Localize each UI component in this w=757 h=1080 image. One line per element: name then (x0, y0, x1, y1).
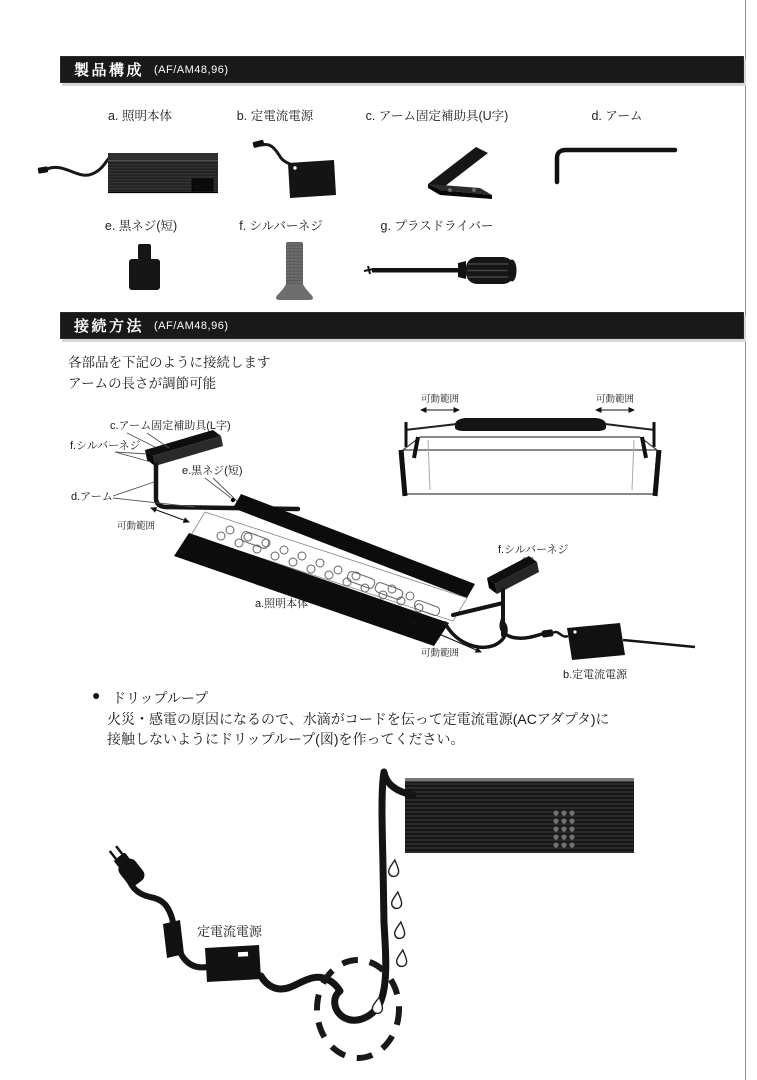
light-fixture-illustration (405, 778, 634, 853)
drip-note-line-2: 接触しないようにドリップループ(図)を作ってください。 (107, 731, 465, 747)
section-title: 接続方法 (74, 318, 145, 335)
section-header-connection (60, 312, 744, 339)
connection-diagram (55, 390, 715, 690)
label-light-body: a.照明本体 (255, 598, 309, 610)
black-screw-illustration (117, 240, 172, 295)
label-movable-tank-left: 可動範囲 (420, 394, 460, 405)
label-black-screw: e.黒ネジ(短) (182, 465, 243, 477)
page-edge-line (745, 0, 746, 1080)
label-silver-screw-right: f.シルバーネジ (498, 544, 569, 556)
intro-line-1: 各部品を下記のように接続します (68, 355, 271, 370)
light-unit-illustration (36, 146, 221, 201)
power-supply-illustration-bottom (128, 876, 263, 982)
drip-loop-diagram (80, 755, 680, 1070)
tank-overview (401, 393, 659, 496)
section-model: (AF/AM48,96) (154, 63, 229, 76)
intro-line-2: アームの長さが調節可能 (68, 376, 217, 391)
component-label-a: a. 照明本体 (108, 109, 172, 123)
drip-note-line-1: 火災・感電の原因になるので、水滴がコードを伝って定電流電源(ACアダプタ)に (107, 711, 610, 727)
section-model: (AF/AM48,96) (154, 319, 229, 332)
right-bracket-assembly (445, 543, 695, 681)
section-title: 製品構成 (74, 62, 145, 79)
plug-icon (105, 842, 147, 888)
drip-loop-title: ドリップループ (112, 690, 209, 706)
label-arm: d.アーム (71, 491, 113, 503)
label-movable-left: 可動範囲 (117, 521, 156, 532)
component-label-g: g. プラスドライバー (380, 219, 494, 233)
component-label-e: e. 黒ネジ(短) (104, 219, 178, 233)
label-silver-screw-left: f.シルバーネジ (70, 440, 141, 452)
arm-illustration (550, 144, 680, 186)
component-label-b: b. 定電流電源 (236, 109, 314, 123)
label-power-supply-bottom: 定電流電源 (197, 924, 263, 939)
silver-screw-illustration (272, 238, 317, 304)
arm-bracket-illustration (418, 138, 503, 204)
label-movable-tank-right: 可動範囲 (595, 394, 635, 405)
screwdriver-illustration (360, 248, 520, 293)
component-label-d: d. アーム (591, 109, 643, 123)
light-body-illustration (174, 494, 475, 646)
power-supply-illustration (247, 138, 337, 202)
label-power-supply: b.定電流電源 (563, 669, 628, 681)
water-drop-icons (372, 860, 408, 1015)
bullet-icon: ● (92, 687, 101, 703)
section-header-products (60, 56, 744, 83)
component-label-f: f. シルバーネジ (239, 219, 323, 233)
label-bracket-l: c.アーム固定補助具(L字) (110, 420, 231, 432)
label-movable-bottom: 可動範囲 (421, 648, 460, 659)
component-label-c: c. アーム固定補助具(U字) (365, 109, 509, 123)
